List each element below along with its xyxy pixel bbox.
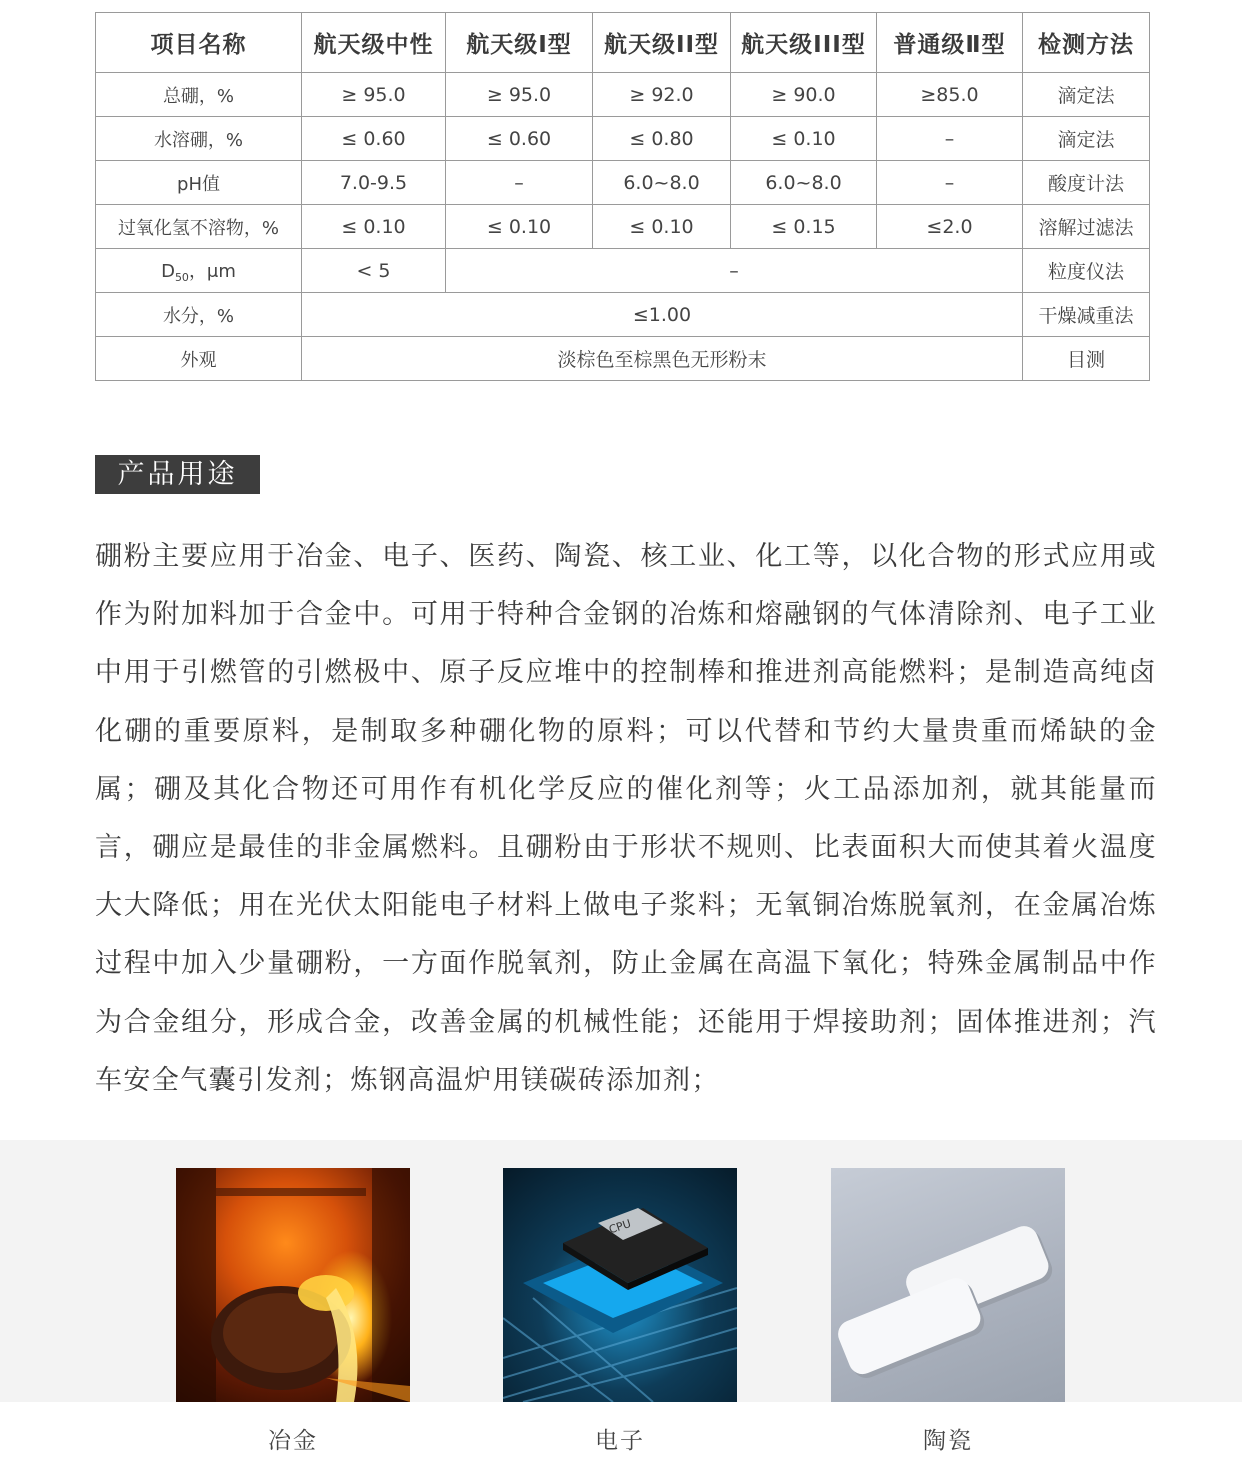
table-row-appearance bbox=[96, 337, 1150, 381]
table-row bbox=[96, 117, 1150, 161]
header-test-method: 检测方法 bbox=[1023, 13, 1150, 73]
table-cell-merged: – bbox=[446, 249, 1023, 293]
header-aerospace-type-1: 航天级Ⅰ型 bbox=[446, 13, 593, 73]
header-ordinary-type-2: 普通级Ⅱ型 bbox=[877, 13, 1023, 73]
header-item-name: 项目名称 bbox=[96, 13, 302, 73]
row-label: 水分，% bbox=[96, 293, 302, 337]
ceramics-illustration bbox=[831, 1168, 1065, 1402]
table-cell: ≥ 95.0 bbox=[446, 73, 593, 117]
method-cell: 溶解过滤法 bbox=[1023, 205, 1150, 249]
row-label-d50 bbox=[96, 249, 302, 293]
table-row bbox=[96, 73, 1150, 117]
section-heading-usage: 产品用途 bbox=[95, 455, 260, 494]
application-card-electronics bbox=[503, 1168, 737, 1454]
molten-metal-image bbox=[176, 1168, 410, 1402]
header-aerospace-neutral: 航天级中性 bbox=[302, 13, 446, 73]
method-cell: 滴定法 bbox=[1023, 73, 1150, 117]
table-cell: ≤ 0.10 bbox=[446, 205, 593, 249]
usage-paragraph: 硼粉主要应用于冶金、电子、医药、陶瓷、核工业、化工等，以化合物的形式应用或作为附加料加于合金中。可用于特种合金钢的冶炼和熔融钢的气体清除剂、电子工业中用于引燃管的引燃极中、原子反应堆中的控制棒和推进剂高能燃料；是制造高纯卤化硼的重要原料，是制取多种硼化物的原料；可以代替和节约大量贵重而烯缺的金属；硼及其化合物还可用作有机化学反应的催化剂等；火工品添加剂，就其能量而言，硼应是最佳的非金属燃料。且硼粉由于形状不规则、比表面积大而使其着火温度大大降低；用在光伏太阳能电子材料上做电子浆料；无氧铜冶炼脱氧剂，在金属冶炼过程中加入少量硼粉，一方面作脱氧剂，防止金属在高温下氧化；特殊金属制品中作为合金组分，形成合金，改善金属的机械性能；还能用于焊接助剂；固体推进剂；汽车安全气囊引发剂；炼钢高温炉用镁碳砖添加剂； bbox=[95, 541, 1157, 1096]
application-caption: 陶瓷 bbox=[923, 1428, 973, 1454]
table-row-d50 bbox=[96, 249, 1150, 293]
table-cell: – bbox=[446, 161, 593, 205]
method-cell: 滴定法 bbox=[1023, 117, 1150, 161]
header-aerospace-type-2: 航天级II型 bbox=[593, 13, 731, 73]
d50-unit: ，μm bbox=[188, 261, 236, 282]
table-cell: ≤ 0.10 bbox=[593, 205, 731, 249]
table-cell: < 5 bbox=[302, 249, 446, 293]
table-cell: ≤ 0.10 bbox=[302, 205, 446, 249]
d50-symbol: D bbox=[161, 261, 175, 282]
table-cell: 7.0-9.5 bbox=[302, 161, 446, 205]
application-card-metallurgy bbox=[176, 1168, 410, 1454]
table-cell: ≥85.0 bbox=[877, 73, 1023, 117]
table-cell: ≤ 0.60 bbox=[302, 117, 446, 161]
metallurgy-illustration bbox=[176, 1168, 410, 1402]
table-cell-merged: 淡棕色至棕黑色无形粉末 bbox=[302, 337, 1023, 381]
d50-subscript: 50 bbox=[174, 271, 189, 284]
application-card-ceramics bbox=[831, 1168, 1065, 1454]
table-cell: ≤ 0.60 bbox=[446, 117, 593, 161]
method-cell: 目测 bbox=[1023, 337, 1150, 381]
table-header-row bbox=[96, 13, 1150, 73]
row-label: 外观 bbox=[96, 337, 302, 381]
table-cell: ≤ 0.10 bbox=[731, 117, 877, 161]
table-cell: ≥ 95.0 bbox=[302, 73, 446, 117]
table-cell: – bbox=[877, 117, 1023, 161]
table-row bbox=[96, 205, 1150, 249]
application-caption: 冶金 bbox=[268, 1428, 318, 1454]
table-cell: – bbox=[877, 161, 1023, 205]
table-row bbox=[96, 161, 1150, 205]
header-aerospace-type-3: 航天级III型 bbox=[731, 13, 877, 73]
method-cell: 酸度计法 bbox=[1023, 161, 1150, 205]
table-cell: ≥ 90.0 bbox=[731, 73, 877, 117]
cpu-chip-image bbox=[503, 1168, 737, 1402]
table-cell: ≤2.0 bbox=[877, 205, 1023, 249]
table-cell: 6.0~8.0 bbox=[731, 161, 877, 205]
table-cell: ≤ 0.15 bbox=[731, 205, 877, 249]
chip-label: CPU bbox=[607, 1217, 633, 1237]
ceramic-plates-image bbox=[831, 1168, 1065, 1402]
table-cell: ≥ 92.0 bbox=[593, 73, 731, 117]
table-cell: 6.0~8.0 bbox=[593, 161, 731, 205]
method-cell: 粒度仪法 bbox=[1023, 249, 1150, 293]
method-cell: 干燥减重法 bbox=[1023, 293, 1150, 337]
row-label: pH值 bbox=[96, 161, 302, 205]
electronics-illustration bbox=[503, 1168, 737, 1402]
table-cell: ≤ 0.80 bbox=[593, 117, 731, 161]
table-row-moisture bbox=[96, 293, 1150, 337]
application-caption: 电子 bbox=[595, 1428, 645, 1454]
row-label: 总硼，% bbox=[96, 73, 302, 117]
spec-table bbox=[95, 12, 1150, 381]
row-label: 过氧化氢不溶物，% bbox=[96, 205, 302, 249]
table-cell-merged: ≤1.00 bbox=[302, 293, 1023, 337]
row-label: 水溶硼，% bbox=[96, 117, 302, 161]
